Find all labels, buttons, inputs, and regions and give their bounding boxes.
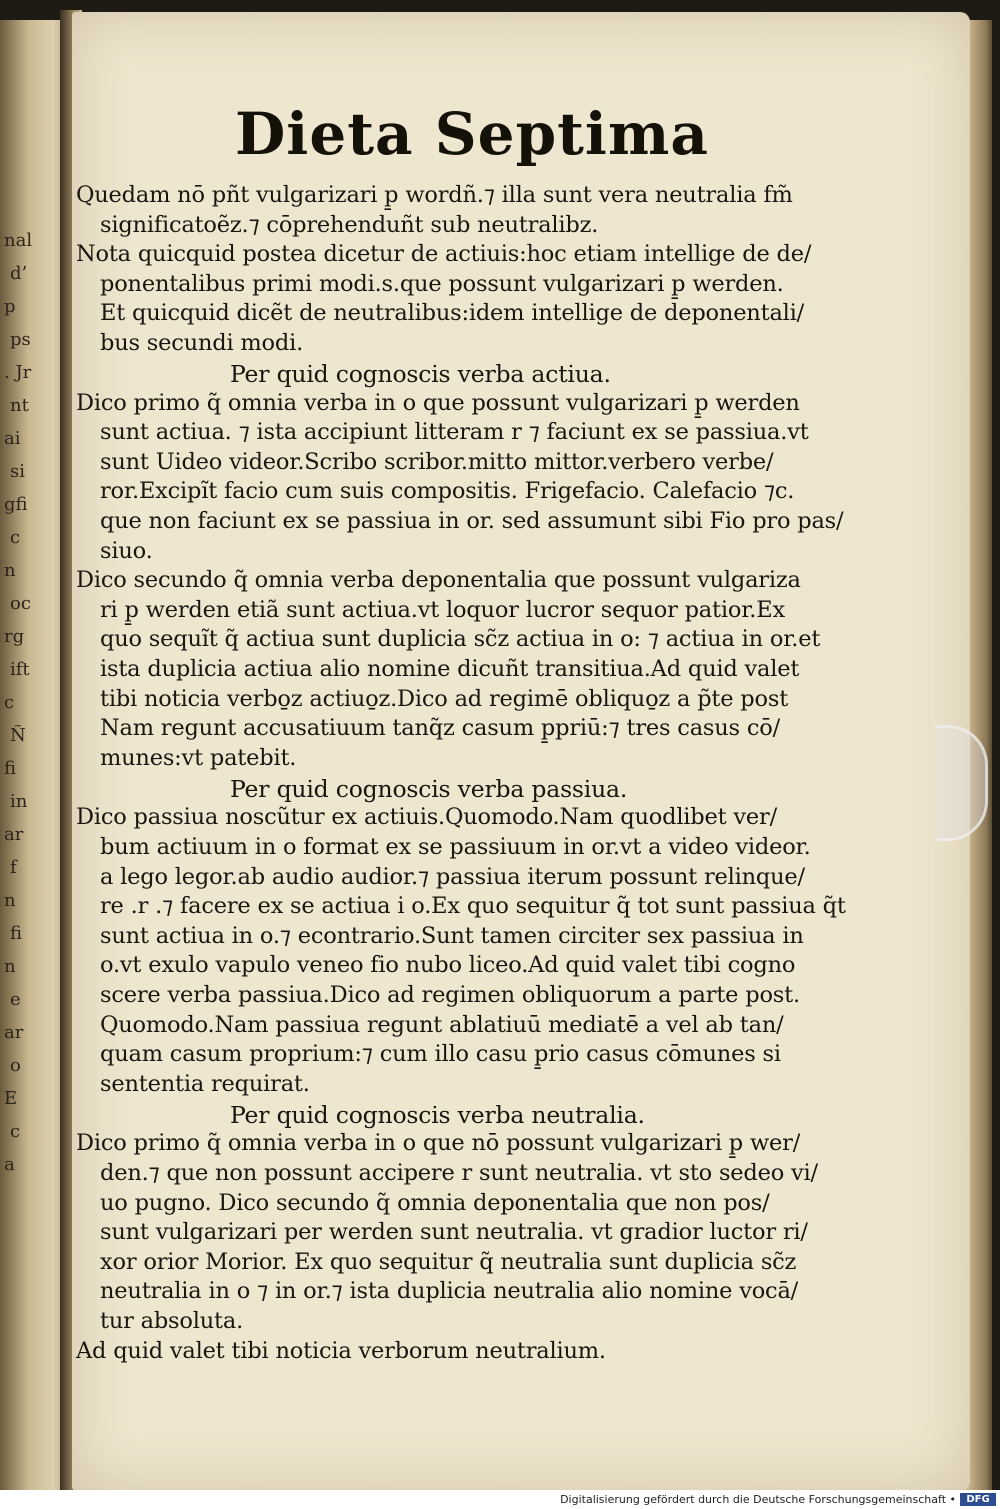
text-line: Ad quid valet tibi noticia verborum neutralium. [76, 1337, 606, 1364]
left-page-fragment: p [4, 296, 16, 317]
text-line: a lego legor.ab audio audior.⁊ passiua iterum possunt relinque/ [100, 863, 805, 890]
text-line: sententia requirat. [100, 1070, 310, 1097]
text-line: den.⁊ que non possunt accipere r sunt neutralia. vt sto sedeo vi/ [100, 1160, 818, 1186]
text-line: bum actiuum in o format ex se passiuum in or.vt a video videor. [100, 834, 811, 860]
section-heading: Per quid cognoscis verba actiua. [230, 360, 611, 388]
text-line: uo pugno. Dico secundo q̃ omnia deponentalia que non pos/ [100, 1189, 770, 1216]
left-page-fragment: n [4, 890, 16, 911]
left-page-fragment: in [10, 791, 28, 812]
left-page-fragment: f [10, 857, 17, 878]
left-page-fragment: e [10, 989, 21, 1010]
dfg-logo-icon: DFG [960, 1493, 996, 1506]
section-heading: Per quid cognoscis verba neutralia. [230, 1100, 645, 1129]
left-page-fragment: rg [4, 626, 25, 647]
text-line: xor orior Morior. Ex quo sequitur q̃ neutralia sunt duplicia sc̃z [100, 1248, 797, 1275]
left-page-fragment: si [10, 461, 25, 482]
left-page-fragment: ps [10, 329, 31, 350]
left-page-fragment: n [4, 560, 16, 581]
text-line: Quedam nō pñt vulgarizari p̱ wordñ.⁊ illa sunt vera neutralia fm̃ [76, 182, 793, 208]
left-page-fragment: ift [10, 659, 30, 680]
text-line: bus secundi modi. [100, 330, 304, 356]
text-line: o.vt exulo vapulo veneo fio nubo liceo.Ad quid valet tibi cogno [100, 952, 796, 979]
left-page-fragment: nal [4, 230, 33, 251]
left-page-fragment: ar [4, 824, 24, 845]
left-page-fragment: E [4, 1088, 18, 1109]
text-line: sunt vulgarizari per werden sunt neutralia. vt gradior luctor ri/ [100, 1219, 808, 1246]
left-page-fragment: nt [10, 395, 29, 416]
left-page-fragment: c [10, 527, 21, 548]
text-line: quo sequĩt q̃ actiua sunt duplicia sc̃z actiua in o: ⁊ actiua in or.et [100, 626, 821, 653]
text-line: ri p̱ werden etiã sunt actiua.vt loquor lucror sequor patior.Ex [100, 596, 785, 623]
text-line: significatoẽz.⁊ cōprehenduñt sub neutralibz. [100, 211, 599, 238]
left-page-fragment: ar [4, 1022, 24, 1043]
text-line: Dico primo q̃ omnia verba in o que possunt vulgarizari p̱ werden [76, 389, 800, 416]
left-page-fragment: fi [4, 758, 17, 779]
page-heading: Dieta Septima [235, 100, 709, 168]
text-line: tur absoluta. [100, 1308, 244, 1334]
book-page [72, 12, 970, 1490]
left-page-fragment: c [4, 692, 15, 713]
text-line: tibi noticia verbo̱z actiuo̱z.Dico ad regimē obliquo̱z a p̃te post [100, 685, 789, 712]
clip-holder [935, 725, 988, 841]
text-line: scere verba passiua.Dico ad regimen obliquorum a parte post. [100, 982, 800, 1008]
text-line: Et quicquid dicẽt de neutralibus:idem intellige de deponentali/ [100, 300, 805, 327]
left-page-fragment: . Jr [4, 362, 32, 383]
section-heading: Per quid cognoscis verba passiua. [230, 774, 628, 803]
text-line: siuo. [100, 537, 153, 564]
left-page-fragment: c [10, 1121, 21, 1142]
left-page-fragment: fi [10, 923, 23, 944]
text-line: quam casum proprium:⁊ cum illo casu p̱rio casus cōmunes si [100, 1041, 781, 1068]
text-line: munes:vt patebit. [100, 744, 297, 771]
text-line: ista duplicia actiua alio nomine dicuñt transitiua.Ad quid valet [100, 656, 800, 682]
left-page-fragment: d’ [10, 263, 28, 284]
text-line: Dico primo q̃ omnia verba in o que nō possunt vulgarizari p̱ wer/ [76, 1130, 801, 1157]
text-line: sunt Uideo videor.Scribo scribor.mitto mittor.verbero verbe/ [100, 448, 774, 475]
left-page-fragment: gfi [4, 494, 28, 515]
text-line: Quomodo.Nam passiua regunt ablatiuū mediatē a vel ab tan/ [100, 1011, 784, 1038]
text-line: sunt actiua. ⁊ ista accipiunt litteram r ⁊ faciunt ex se passiua.vt [100, 419, 809, 446]
left-page-fragment: Ñ [10, 725, 26, 746]
text-line: que non faciunt ex se passiua in or. sed assumunt sibi Fio pro pas/ [100, 508, 844, 534]
text-line: Nota quicquid postea dicetur de actiuis:hoc etiam intellige de de/ [76, 241, 812, 268]
left-page-fragment: n [4, 956, 16, 977]
footer-credit: Digitalisierung gefördert durch die Deutsche Forschungsgemeinschaft • [560, 1493, 956, 1506]
text-line: Dico secundo q̃ omnia verba deponentalia que possunt vulgariza [76, 567, 801, 594]
text-line: ponentalibus primi modi.s.que possunt vulgarizari p̱ werden. [100, 270, 784, 297]
text-line: ror.Excipĩt facio cum suis compositis. Frigefacio. Calefacio ⁊c. [100, 478, 795, 505]
left-page-fragment: ai [4, 428, 21, 449]
text-line: sunt actiua in o.⁊ econtrario.Sunt tamen circiter sex passiua in [100, 922, 804, 949]
left-page-fragment: oc [10, 593, 31, 614]
text-line: re .r .⁊ facere ex se actiua i o.Ex quo sequitur q̃ tot sunt passiua q̃t [100, 893, 846, 920]
left-page-fragment: o [10, 1055, 21, 1076]
text-line: neutralia in o ⁊ in or.⁊ ista duplicia neutralia alio nomine vocā/ [100, 1278, 799, 1305]
left-page-fragment: a [4, 1154, 15, 1175]
text-line: Dico passiua noscũtur ex actiuis.Quomodo.Nam quodlibet ver/ [76, 804, 777, 831]
text-line: Nam regunt accusatiuum tanq̃z casum p̱priū:⁊ tres casus cō/ [100, 715, 780, 742]
